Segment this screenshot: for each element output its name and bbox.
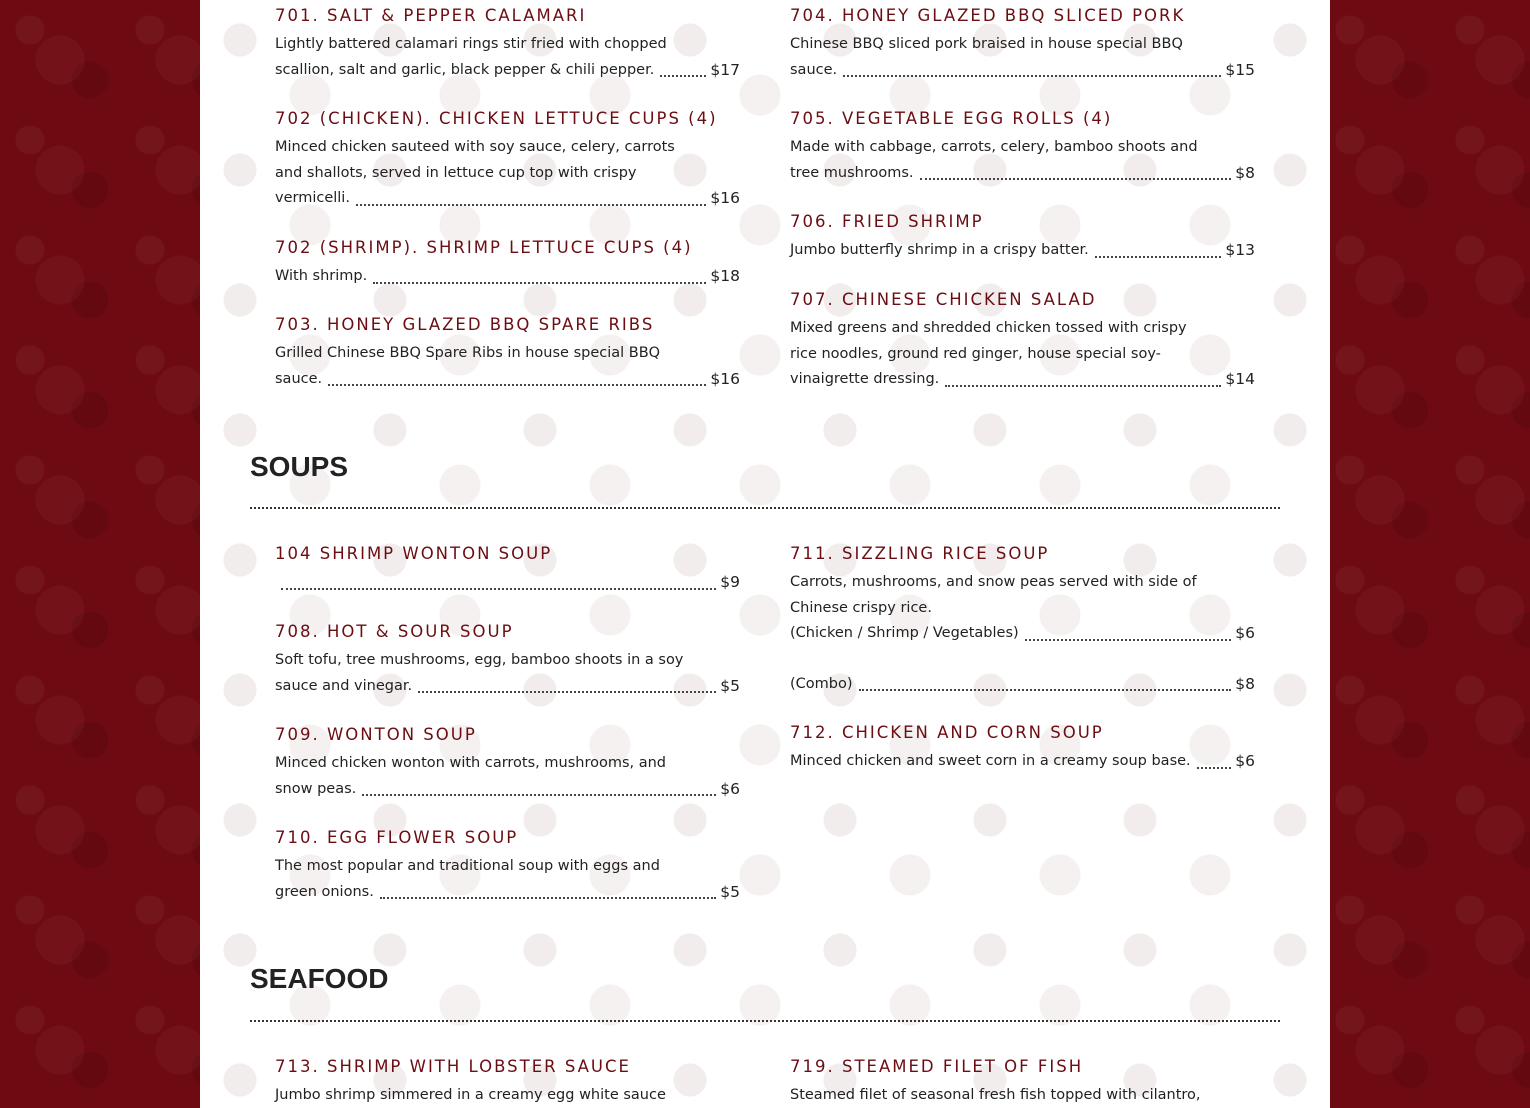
menu-item xyxy=(790,109,1255,186)
menu-item-description xyxy=(790,570,1255,697)
description-line: rice noodles, ground red ginger, house special soy- xyxy=(790,345,1161,362)
description-line: Jumbo butterfly shrimp in a crispy batter. xyxy=(790,242,1089,258)
menu-item-price: $13 xyxy=(1225,241,1255,259)
price-option-row xyxy=(790,672,1255,698)
menu-item-title: 711. SIZZLING RICE SOUP xyxy=(790,544,1050,563)
price-option-label: (Combo) xyxy=(790,675,853,692)
menu-item-title: 710. EGG FLOWER SOUP xyxy=(275,828,519,847)
menu-item-title: 703. HONEY GLAZED BBQ SPARE RIBS xyxy=(275,315,655,334)
dotted-leader xyxy=(920,178,1232,180)
menu-item-description xyxy=(275,264,740,290)
menu-item xyxy=(790,212,1255,264)
description-line: Mixed greens and shredded chicken tossed with crispy xyxy=(790,320,1187,336)
menu-item-description xyxy=(790,1083,1201,1108)
menu-item-price: $5 xyxy=(720,676,740,695)
dotted-leader xyxy=(1197,767,1232,769)
dotted-leader xyxy=(1095,256,1222,258)
menu-item-description xyxy=(275,135,740,212)
menu-item-price: $17 xyxy=(710,60,740,79)
menu-item-price: $14 xyxy=(1225,370,1255,388)
menu-item-price: $8 xyxy=(1235,674,1255,693)
menu-item-description xyxy=(790,749,1255,775)
description-line: tree mushrooms. xyxy=(790,164,914,181)
description-line-with-price xyxy=(790,161,1255,187)
menu-item xyxy=(790,544,1255,697)
menu-item-title: 706. FRIED SHRIMP xyxy=(790,212,984,231)
description-line-with-price xyxy=(790,238,1255,264)
description-line: sauce. xyxy=(790,61,838,78)
menu-item-title: 104 SHRIMP WONTON SOUP xyxy=(275,544,553,563)
section-divider xyxy=(250,507,1280,509)
description-line: Carrots, mushrooms, and snow peas served with side of xyxy=(790,574,1197,590)
description-line-with-price xyxy=(275,367,740,393)
description-line: and shallots, served in lettuce cup top with crispy xyxy=(275,164,637,181)
menu-item xyxy=(275,622,740,699)
menu-item-title: 705. VEGETABLE EGG ROLLS (4) xyxy=(790,109,1113,128)
description-line: The most popular and traditional soup with eggs and xyxy=(275,858,660,874)
dotted-leader xyxy=(945,385,1221,387)
menu-item-title: 719. STEAMED FILET OF FISH xyxy=(790,1057,1084,1076)
menu-item xyxy=(790,290,1255,393)
dotted-leader xyxy=(373,282,706,284)
description-line-with-price xyxy=(790,749,1255,775)
dotted-leader xyxy=(843,75,1221,77)
description-line-with-price xyxy=(275,777,740,803)
menu-item xyxy=(275,315,740,392)
menu-item-description xyxy=(275,1083,675,1108)
menu-item xyxy=(275,238,740,290)
description-line-with-price xyxy=(790,367,1255,393)
dotted-leader xyxy=(1025,639,1232,641)
description-line-with-price xyxy=(275,186,740,212)
menu-item-description xyxy=(790,32,1255,83)
menu-item-title: 702 (SHRIMP). SHRIMP LETTUCE CUPS (4) xyxy=(275,238,693,257)
menu-item-price: $6 xyxy=(720,779,740,798)
price-option-label: (Chicken / Shrimp / Vegetables) xyxy=(790,625,1019,641)
menu-item-price: $15 xyxy=(1225,60,1255,79)
description-line: Lightly battered calamari rings stir fried with chopped xyxy=(275,36,667,52)
menu-item xyxy=(275,544,740,596)
description-line: green onions. xyxy=(275,883,374,900)
description-line: vermicelli. xyxy=(275,190,350,206)
menu-item-description xyxy=(275,32,740,83)
menu-item-title: 713. SHRIMP WITH LOBSTER SAUCE xyxy=(275,1057,631,1076)
description-line: Minced chicken sauteed with soy sauce, celery, carrots xyxy=(275,139,675,155)
description-line: Steamed filet of seasonal fresh fish topped with cilantro, xyxy=(790,1087,1201,1103)
menu-item xyxy=(275,1057,740,1108)
menu-item-price: $6 xyxy=(1235,624,1255,642)
description-line: Minced chicken and sweet corn in a creamy soup base. xyxy=(790,753,1191,769)
menu-item-title: 708. HOT & SOUR SOUP xyxy=(275,622,514,641)
description-line: sauce. xyxy=(275,370,323,387)
description-line-with-price xyxy=(275,264,740,290)
description-line-with-price xyxy=(275,880,740,906)
menu-item xyxy=(790,1057,1255,1108)
dotted-leader xyxy=(328,384,706,386)
description-line: scallion, salt and garlic, black pepper & chili pepper. xyxy=(275,61,655,78)
description-line-with-price xyxy=(275,570,740,596)
menu-item-price: $5 xyxy=(720,882,740,901)
description-line: Chinese crispy rice. xyxy=(790,599,932,616)
dotted-leader xyxy=(380,897,716,899)
menu-item xyxy=(790,6,1255,83)
menu-item xyxy=(275,6,740,83)
dotted-leader xyxy=(281,588,716,590)
description-line-with-price xyxy=(275,674,740,700)
dotted-leader xyxy=(859,689,1232,691)
menu-item-price: $18 xyxy=(710,267,740,285)
menu-item-description xyxy=(275,854,740,905)
description-line: Chinese BBQ sliced pork braised in house special BBQ xyxy=(790,36,1183,52)
menu-item xyxy=(275,109,740,212)
description-line: Grilled Chinese BBQ Spare Ribs in house special BBQ xyxy=(275,345,661,361)
menu-item-title: 712. CHICKEN AND CORN SOUP xyxy=(790,723,1104,742)
price-option-row xyxy=(790,621,1255,647)
menu-item-price: $6 xyxy=(1235,752,1255,770)
description-line: Made with cabbage, carrots, celery, bamboo shoots and xyxy=(790,139,1198,155)
menu-item-description xyxy=(275,751,740,802)
description-line: snow peas. xyxy=(275,780,357,797)
menu-item-title: 701. SALT & PEPPER CALAMARI xyxy=(275,6,587,25)
menu-item-description xyxy=(790,316,1255,393)
menu-item-price: $16 xyxy=(710,189,740,207)
description-line-with-price xyxy=(275,58,740,84)
menu-item-description xyxy=(275,570,740,596)
description-line: With shrimp. xyxy=(275,268,368,284)
menu-item-price: $9 xyxy=(720,573,740,591)
menu-item-description xyxy=(275,341,740,392)
menu-item-title: 704. HONEY GLAZED BBQ SLICED PORK xyxy=(790,6,1186,25)
menu-item-description xyxy=(790,238,1255,264)
description-line: Jumbo shrimp simmered in a creamy egg white sauce xyxy=(275,1087,666,1103)
description-line: sauce and vinegar. xyxy=(275,677,413,694)
menu-item xyxy=(275,725,740,802)
description-line: Minced chicken wonton with carrots, mushrooms, and xyxy=(275,755,667,771)
menu-item xyxy=(275,828,740,905)
menu-item-description xyxy=(790,135,1255,186)
menu-item-title: 702 (CHICKEN). CHICKEN LETTUCE CUPS (4) xyxy=(275,109,718,128)
section-divider xyxy=(250,1020,1280,1022)
menu-item-price: $8 xyxy=(1235,163,1255,182)
dotted-leader xyxy=(362,794,716,796)
dotted-leader xyxy=(356,204,706,206)
menu-item xyxy=(790,723,1255,775)
menu-item-price: $16 xyxy=(710,369,740,388)
menu-item-title: 709. WONTON SOUP xyxy=(275,725,477,744)
menu-panel xyxy=(200,0,1330,1108)
menu-item-description xyxy=(275,648,740,699)
menu-item-title: 707. CHINESE CHICKEN SALAD xyxy=(790,290,1097,309)
description-line: Soft tofu, tree mushrooms, egg, bamboo shoots in a soy xyxy=(275,652,684,668)
dotted-leader xyxy=(660,75,706,77)
section-heading-seafood: SEAFOOD xyxy=(250,963,389,994)
description-line: vinaigrette dressing. xyxy=(790,371,940,387)
dotted-leader xyxy=(418,691,716,693)
description-line-with-price xyxy=(790,58,1255,84)
section-heading-soups: SOUPS xyxy=(250,451,349,482)
